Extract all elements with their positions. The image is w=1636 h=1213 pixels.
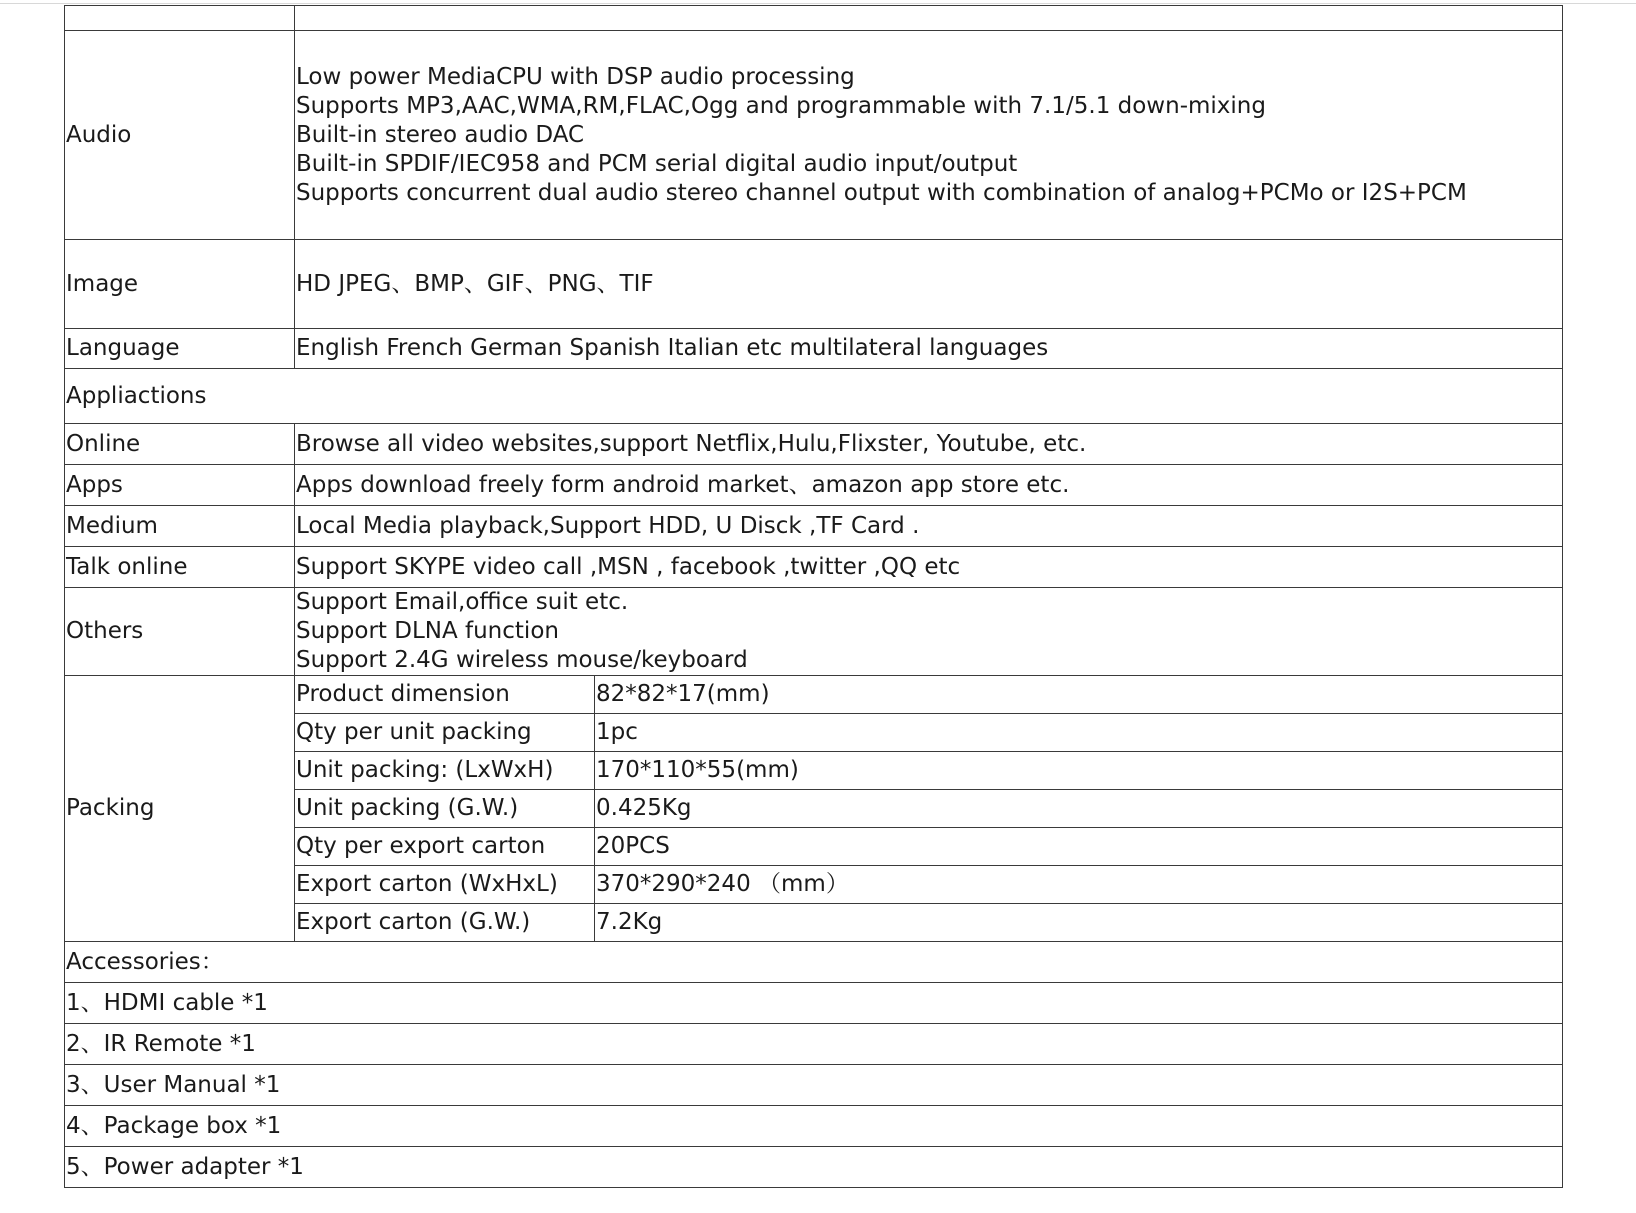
others-line: Support Email,office suit etc.	[296, 589, 629, 615]
language-label: Language	[65, 329, 295, 369]
accessory-item: 5、Power adapter *1	[65, 1147, 1563, 1188]
packing-value: 82*82*17(mm)	[595, 676, 1563, 714]
accessory-item: 3、User Manual *1	[65, 1065, 1563, 1106]
cell-empty-label	[65, 6, 295, 31]
table-row-accessory	[65, 1147, 1563, 1188]
accessory-item: 4、Package box *1	[65, 1106, 1563, 1147]
image-value: HD JPEG、BMP、GIF、PNG、TIF	[295, 240, 1563, 329]
applications-heading: Appliactions	[65, 369, 1563, 424]
table-row-packing	[65, 676, 1563, 714]
table-row-others	[65, 588, 1563, 676]
talk-online-label: Talk online	[65, 547, 295, 588]
packing-key: Qty per unit packing	[295, 714, 595, 752]
audio-line: Supports concurrent dual audio stereo channel output with combination of analog+PCMo or I2S+PCM	[296, 179, 1467, 206]
talk-online-value: Support SKYPE video call ,MSN , facebook ,twitter ,QQ etc	[295, 547, 1563, 588]
language-value: English French German Spanish Italian etc multilateral languages	[295, 329, 1563, 369]
packing-key: Product dimension	[295, 676, 595, 714]
online-value: Browse all video websites,support Netflix,Hulu,Flixster, Youtube, etc.	[295, 424, 1563, 465]
packing-key: Unit packing (G.W.)	[295, 790, 595, 828]
others-value	[295, 588, 1563, 676]
audio-label: Audio	[65, 31, 295, 240]
table-row-accessory	[65, 983, 1563, 1024]
cell-empty-value	[295, 6, 1563, 31]
spec-table	[64, 5, 1563, 1188]
packing-key: Export carton (G.W.)	[295, 904, 595, 942]
packing-value: 20PCS	[595, 828, 1563, 866]
medium-label: Medium	[65, 506, 295, 547]
online-label: Online	[65, 424, 295, 465]
audio-line: Low power MediaCPU with DSP audio processing	[296, 63, 855, 90]
packing-value: 1pc	[595, 714, 1563, 752]
table-row-accessory	[65, 1106, 1563, 1147]
packing-value: 0.425Kg	[595, 790, 1563, 828]
accessory-item: 2、IR Remote *1	[65, 1024, 1563, 1065]
accessories-heading: Accessories：	[65, 942, 1563, 983]
table-row-image	[65, 240, 1563, 329]
medium-value: Local Media playback,Support HDD, U Disck ,TF Card .	[295, 506, 1563, 547]
table-row-talk-online	[65, 547, 1563, 588]
table-row-language	[65, 329, 1563, 369]
image-label: Image	[65, 240, 295, 329]
packing-key: Export carton (WxHxL)	[295, 866, 595, 904]
audio-value	[295, 31, 1563, 240]
others-line: Support 2.4G wireless mouse/keyboard	[296, 647, 748, 673]
others-label: Others	[65, 588, 295, 676]
table-row-top-partial	[65, 6, 1563, 31]
packing-label: Packing	[65, 676, 295, 942]
table-row-medium	[65, 506, 1563, 547]
packing-key: Unit packing: (LxWxH)	[295, 752, 595, 790]
table-row-accessory	[65, 1024, 1563, 1065]
apps-label: Apps	[65, 465, 295, 506]
others-line: Support DLNA function	[296, 618, 559, 644]
table-row-applications-heading	[65, 369, 1563, 424]
accessory-item: 1、HDMI cable *1	[65, 983, 1563, 1024]
table-row-audio	[65, 31, 1563, 240]
audio-line: Built-in SPDIF/IEC958 and PCM serial digital audio input/output	[296, 150, 1018, 177]
packing-value: 7.2Kg	[595, 904, 1563, 942]
packing-value: 170*110*55(mm)	[595, 752, 1563, 790]
table-row-apps	[65, 465, 1563, 506]
page-top-rule	[0, 3, 1636, 4]
table-row-accessory	[65, 1065, 1563, 1106]
apps-value: Apps download freely form android market、amazon app store etc.	[295, 465, 1563, 506]
audio-line: Built-in stereo audio DAC	[296, 121, 585, 148]
audio-line: Supports MP3,AAC,WMA,RM,FLAC,Ogg and programmable with 7.1/5.1 down-mixing	[296, 92, 1266, 119]
packing-value: 370*290*240 （mm）	[595, 866, 1563, 904]
packing-key: Qty per export carton	[295, 828, 595, 866]
table-row-accessories-heading	[65, 942, 1563, 983]
table-row-online	[65, 424, 1563, 465]
